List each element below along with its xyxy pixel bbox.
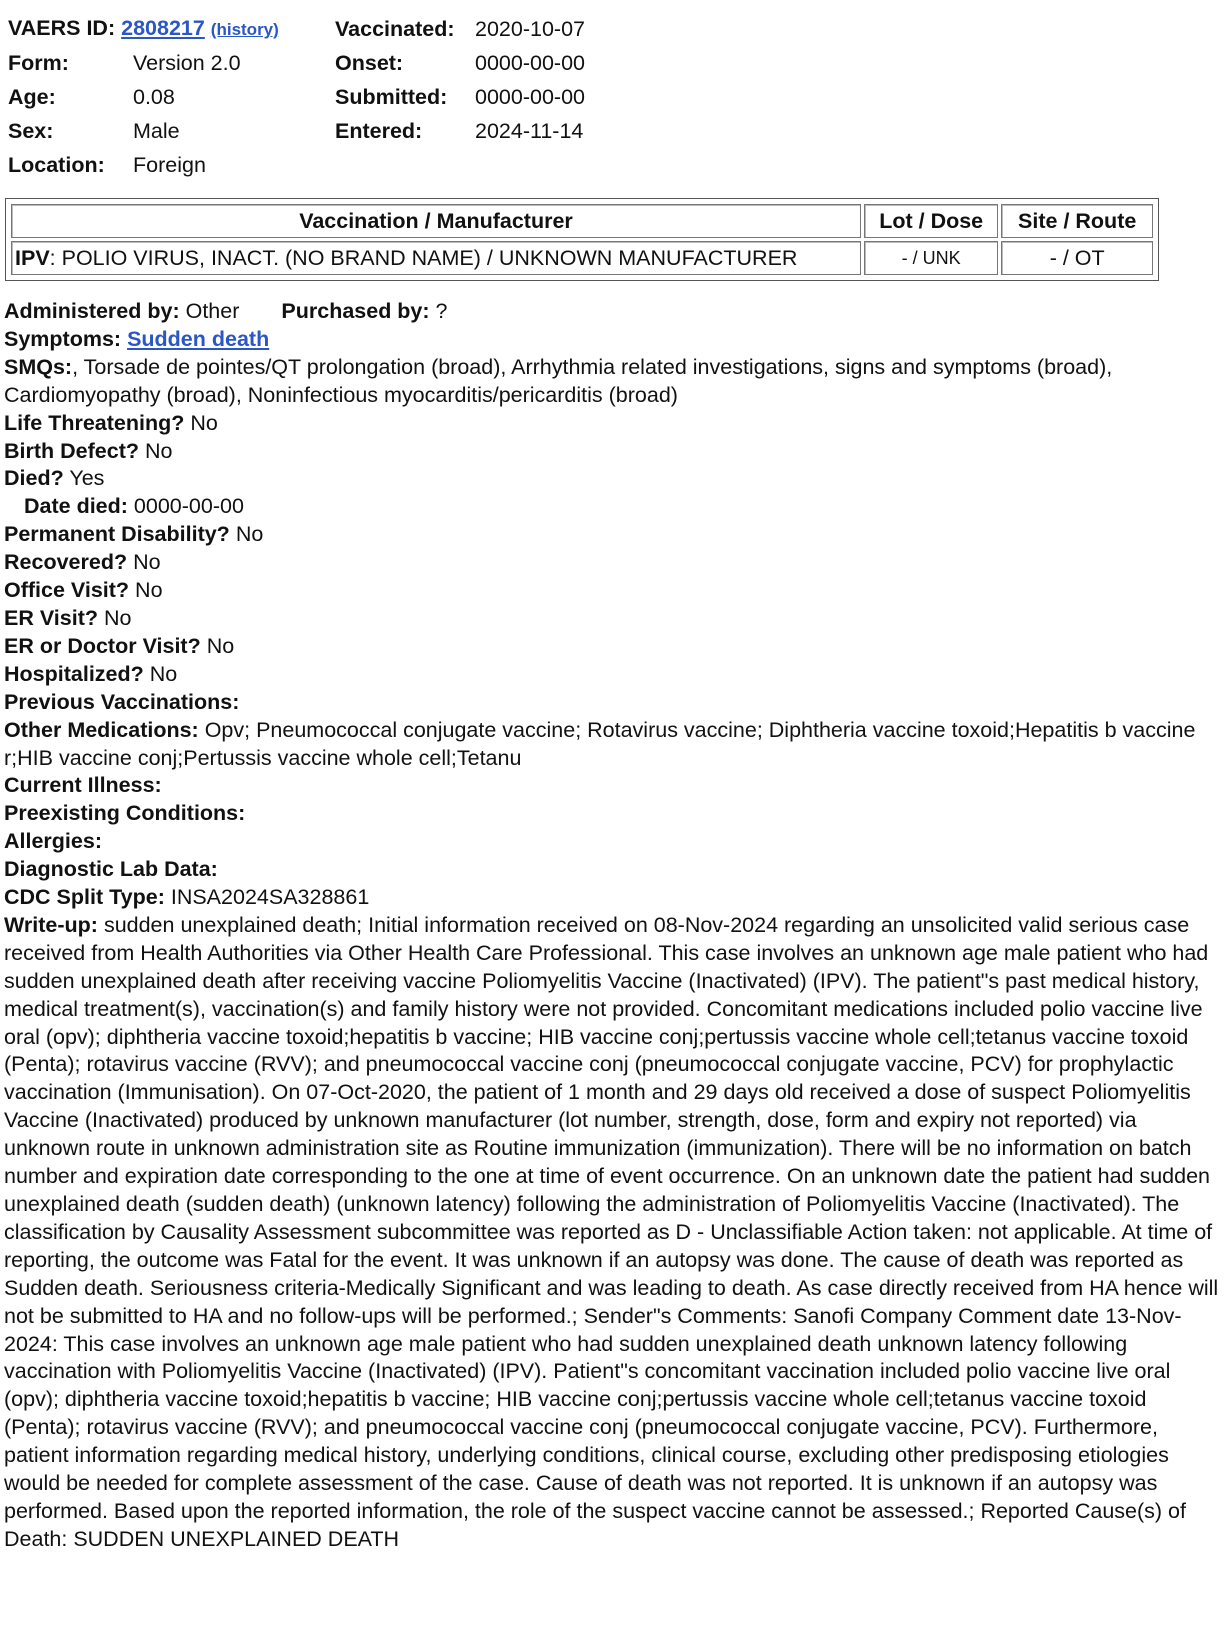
vaccine-code: IPV (15, 246, 50, 270)
writeup-text: sudden unexplained death; Initial information received on 08-Nov-2024 regarding an unsolicited valid serious case received from Health Authorities via Other Health Care Professional. This case involves an unknown age male patient who had sudden unexplained death after receiving vaccine Poliomyelitis Vaccine (Inactivated) (IPV). The patient"s past medical history, medical treatment(s), vaccination(s) and family history were not provided. Concomitant medications included polio vaccine live oral (opv); diphtheria vaccine toxoid;hepatitis b vaccine; HIB vaccine conj;pertussis vaccine whole cell;tetanus vaccine toxoid (Penta); rotavirus vaccine (RVV); and pneumococcal vaccine conj (pneumococcal conjugate vaccine, PCV) for prophylactic vaccination (Immunisation). On 07-Oct-2020, the patient of 1 month and 29 days old received a dose of suspect Poliomyelitis Vaccine (Inactivated) produced by unknown manufacturer (lot number, strength, dose, form and expiry not reported) via unknown route in unknown administration site as Routine immunization (immunization). There will be no information on batch number and expiration date corresponding to the one at time of event occurrence. On an unknown date the patient had sudden unexplained death (sudden death) (unknown latency) following the administration of Poliomyelitis Vaccine (Inactivated). The classification by Causality Assessment subcommittee was reported as D - Unclassifiable Action taken: not applicable. At time of reporting, the outcome was Fatal for the event. It was unknown if an autopsy was done. The cause of death was reported as Sudden death. Seriousness criteria-Medically Significant and was leading to death. As case directly received from HA hence will not be submitted to HA and no follow-ups will be performed.; Sender"s Comments: Sanofi Company Comment date 13-Nov-2024: This case involves an unknown age male patient who had sudden unexplained death unknown latency following vaccination with Poliomyelitis Vaccine (Inactivated) (IPV). Patient"s concomitant vaccination included polio vaccine live oral (opv); diphtheria vaccine toxoid;hepatitis b vaccine; HIB vaccine conj;pertussis vaccine whole cell;tetanus vaccine toxoid (Penta); rotavirus vaccine (RVV); and pneumococcal vaccine conj (pneumococcal conjugate vaccine, PCV). Furthermore, patient information regarding medical history, underlying conditions, clinical course, excluding other predisposing etiologies would be needed for complete assessment of the case. Cause of death was not reported. It is unknown if an autopsy was performed. Based upon the reported information, the role of the suspect vaccine cannot be assessed.; Reported Cause(s) of Death: SUDDEN UNEXPLAINED DEATH (4, 912, 1219, 1551)
onset-value: 0000-00-00 (475, 51, 585, 75)
table-row (11, 241, 1153, 275)
purchased-label: Purchased by: (281, 299, 430, 323)
vaccine-table-header-row (11, 204, 1153, 238)
smqs-line (4, 354, 1224, 410)
birth-defect-value: No (144, 438, 173, 463)
er-visit-label: ER Visit? (4, 605, 98, 630)
col-vaccination-manufacturer: Vaccination / Manufacturer (11, 204, 861, 238)
administered-label: Administered by: (4, 299, 180, 323)
office-visit-line (4, 577, 1224, 605)
symptoms-line (4, 326, 1224, 354)
previous-vaccinations-label: Previous Vaccinations: (4, 689, 240, 714)
other-medications-label: Other Medications: (4, 717, 199, 742)
other-medications-value: Opv; Pneumococcal conjugate vaccine; Rotavirus vaccine; Diphtheria vaccine toxoid;Hepatitis b vaccine r;HIB vaccine conj;Pertussis vaccine whole cell;Tetanu (4, 717, 1196, 770)
office-visit-value: No (135, 578, 163, 603)
form-label: Form: (8, 51, 69, 75)
vaers-id-label: VAERS ID: (8, 16, 116, 40)
died-value: Yes (69, 466, 105, 491)
allergies-line (4, 828, 1224, 856)
office-visit-label: Office Visit? (4, 578, 130, 603)
er-doctor-visit-value: No (206, 633, 235, 658)
history-link[interactable]: (history) (210, 20, 279, 39)
lot-dose-value: - / UNK (864, 241, 998, 275)
recovered-line (4, 549, 1224, 577)
age-label: Age: (8, 85, 56, 109)
birth-defect-label: Birth Defect? (4, 438, 139, 463)
died-line (4, 465, 1224, 493)
diagnostic-lab-label: Diagnostic Lab Data: (4, 857, 218, 882)
onset-label: Onset: (335, 51, 404, 75)
other-medications-line (4, 717, 1224, 773)
entered-value: 2024-11-14 (475, 119, 584, 143)
site-route-value: - / OT (1001, 241, 1153, 275)
life-threatening-value: No (190, 410, 218, 435)
location-label: Location: (8, 153, 105, 177)
col-site-route: Site / Route (1001, 204, 1153, 238)
current-illness-label: Current Illness: (4, 773, 162, 798)
recovered-value: No (133, 550, 161, 575)
report-details (4, 298, 1224, 1554)
current-illness-line (4, 772, 1224, 800)
administered-line (4, 298, 1224, 326)
disability-label: Permanent Disability? (4, 522, 230, 547)
disability-value: No (235, 522, 264, 547)
submitted-value: 0000-00-00 (475, 85, 585, 109)
er-doctor-visit-line (4, 633, 1224, 661)
sex-label: Sex: (8, 119, 54, 143)
life-threatening-line (4, 410, 1224, 438)
sex-value: Male (133, 119, 180, 143)
smqs-value: , Torsade de pointes/QT prolongation (broad), Arrhythmia related investigations, signs and symptoms (broad), Cardiomyopathy (broad), Noninfectious myocarditis/pericarditis (broad) (4, 354, 1113, 407)
hospitalized-line (4, 661, 1224, 689)
disability-line (4, 521, 1224, 549)
vaers-id-link[interactable]: 2808217 (121, 16, 205, 40)
vaers-id-cell (8, 12, 335, 46)
entered-label: Entered: (335, 119, 423, 143)
administered-value: Other (185, 299, 240, 323)
recovered-label: Recovered? (4, 550, 128, 575)
writeup-paragraph (4, 912, 1224, 1554)
writeup-label: Write-up: (4, 912, 98, 937)
vaccinated-value: 2020-10-07 (475, 17, 585, 41)
cdc-split-type-line (4, 884, 1224, 912)
report-header (8, 12, 585, 182)
symptoms-label: Symptoms: (4, 326, 122, 351)
birth-defect-line (4, 438, 1224, 466)
hospitalized-label: Hospitalized? (4, 661, 144, 686)
vaccine-table (5, 198, 1159, 281)
died-label: Died? (4, 466, 64, 491)
purchased-value: ? (435, 299, 448, 323)
preexisting-line (4, 800, 1224, 828)
vaccine-desc: : POLIO VIRUS, INACT. (NO BRAND NAME) / UNKNOWN MANUFACTURER (49, 246, 798, 270)
er-doctor-visit-label: ER or Doctor Visit? (4, 633, 201, 658)
form-value: Version 2.0 (133, 51, 241, 75)
vaccine-cell (11, 241, 861, 275)
previous-vaccinations-line (4, 689, 1224, 717)
life-threatening-label: Life Threatening? (4, 410, 185, 435)
col-lot-dose: Lot / Dose (864, 204, 998, 238)
cdc-split-type-value: INSA2024SA328861 (170, 885, 370, 910)
diagnostic-lab-line (4, 856, 1224, 884)
submitted-label: Submitted: (335, 85, 448, 109)
er-visit-value: No (103, 605, 132, 630)
symptom-link[interactable]: Sudden death (127, 326, 270, 351)
vaccinated-label: Vaccinated: (335, 17, 455, 41)
date-died-value: 0000-00-00 (133, 494, 244, 519)
location-value: Foreign (133, 153, 206, 177)
hospitalized-value: No (149, 661, 178, 686)
cdc-split-type-label: CDC Split Type: (4, 885, 165, 910)
date-died-line (4, 493, 1224, 521)
preexisting-label: Preexisting Conditions: (4, 801, 246, 826)
smqs-label: SMQs: (4, 354, 73, 379)
date-died-label: Date died: (24, 494, 128, 519)
er-visit-line (4, 605, 1224, 633)
age-value: 0.08 (133, 85, 175, 109)
allergies-label: Allergies: (4, 829, 102, 854)
